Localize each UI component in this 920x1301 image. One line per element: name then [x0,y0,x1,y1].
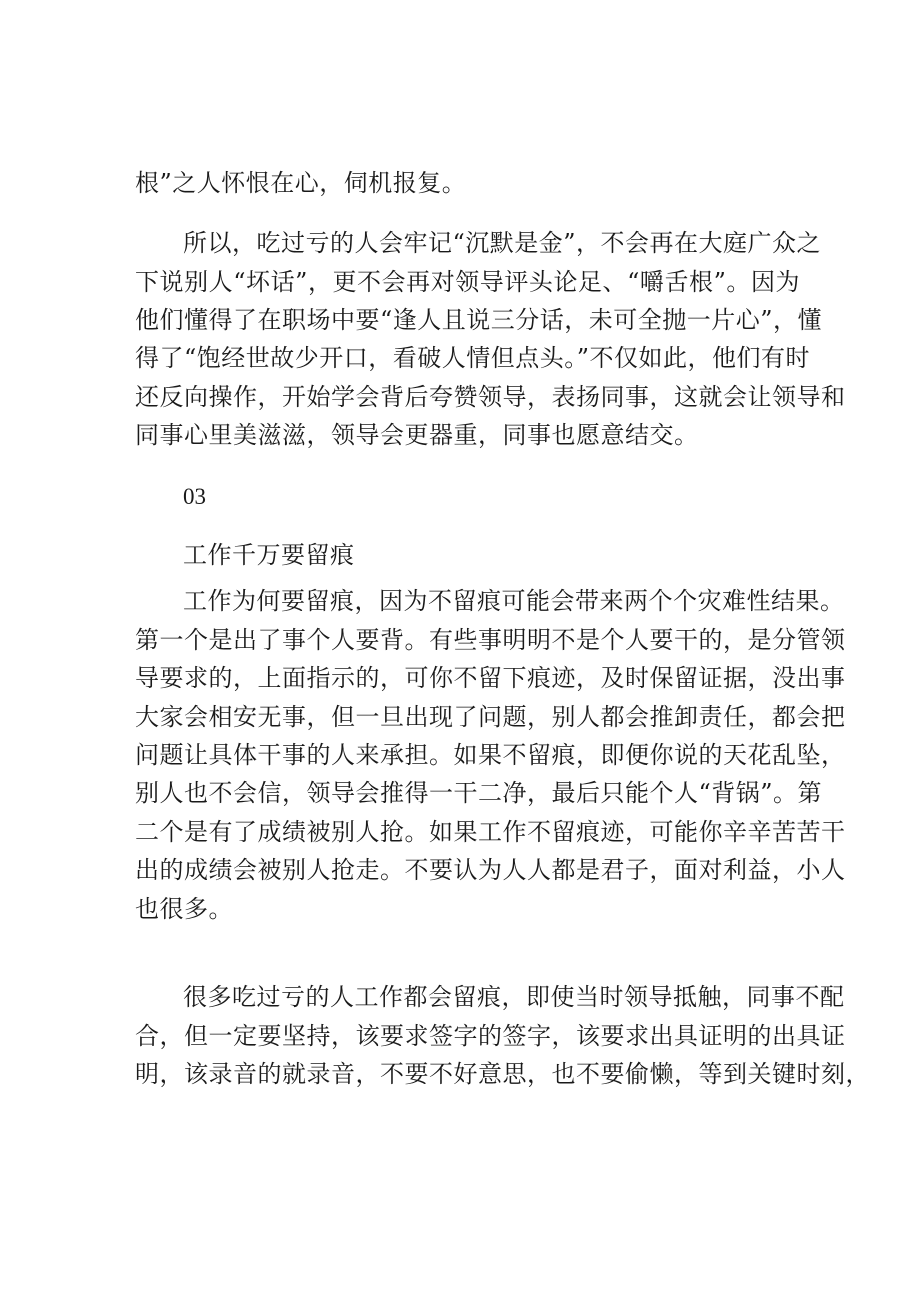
paragraph-line: 别人也不会信，领导会推得一干二净，最后只能个人“背锅”。第 [135,779,823,807]
paragraph-line: 第一个是出了事个人要背。有些事明明不是个人要干的，是分管领 [135,626,846,654]
paragraph-line: 下说别人“坏话”，更不会再对领导评头论足、“嚼舌根”。因为 [135,268,800,296]
paragraph-line: 同事心里美滋滋，领导会更器重，同事也愿意结交。 [135,421,699,449]
paragraph-line: 得了“饱经世故少开口，看破人情但点头。”不仅如此，他们有时 [135,344,811,372]
paragraph-line: 导要求的，上面指示的，可你不留下痕迹，及时保留证据，没出事 [135,664,846,692]
paragraph-line: 很多吃过亏的人工作都会留痕，即使当时领导抵触，同事不配 [183,983,845,1011]
paragraph-line: 根”之人怀恨在心，伺机报复。 [135,169,467,197]
paragraph-line: 所以，吃过亏的人会牢记“沉默是金”，不会再在大庭广众之 [183,229,822,257]
section-number: 03 [183,484,206,509]
paragraph-line: 二个是有了成绩被别人抢。如果工作不留痕迹，可能你辛辛苦苦干 [135,818,846,846]
paragraph-line: 工作为何要留痕，因为不留痕可能会带来两个个灾难性结果。 [183,587,845,615]
paragraph-line: 也很多。 [135,895,233,923]
paragraph-line: 明，该录音的就录音，不要不好意思，也不要偷懒，等到关键时刻， [135,1060,870,1088]
paragraph-line: 出的成绩会被别人抢走。不要认为人人都是君子，面对利益，小人 [135,856,846,884]
paragraph-line: 大家会相安无事，但一旦出现了问题，别人都会推卸责任，都会把 [135,703,846,731]
paragraph-line: 还反向操作，开始学会背后夸赞领导，表扬同事，这就会让领导和 [135,383,846,411]
paragraph-line: 问题让具体干事的人来承担。如果不留痕，即便你说的天花乱坠， [135,741,846,769]
paragraph-line: 合，但一定要坚持，该要求签字的签字，该要求出具证明的出具证 [135,1022,846,1050]
paragraph-line: 他们懂得了在职场中要“逢人且说三分话，未可全抛一片心”，懂 [135,306,823,334]
section-title: 工作千万要留痕 [183,541,355,569]
